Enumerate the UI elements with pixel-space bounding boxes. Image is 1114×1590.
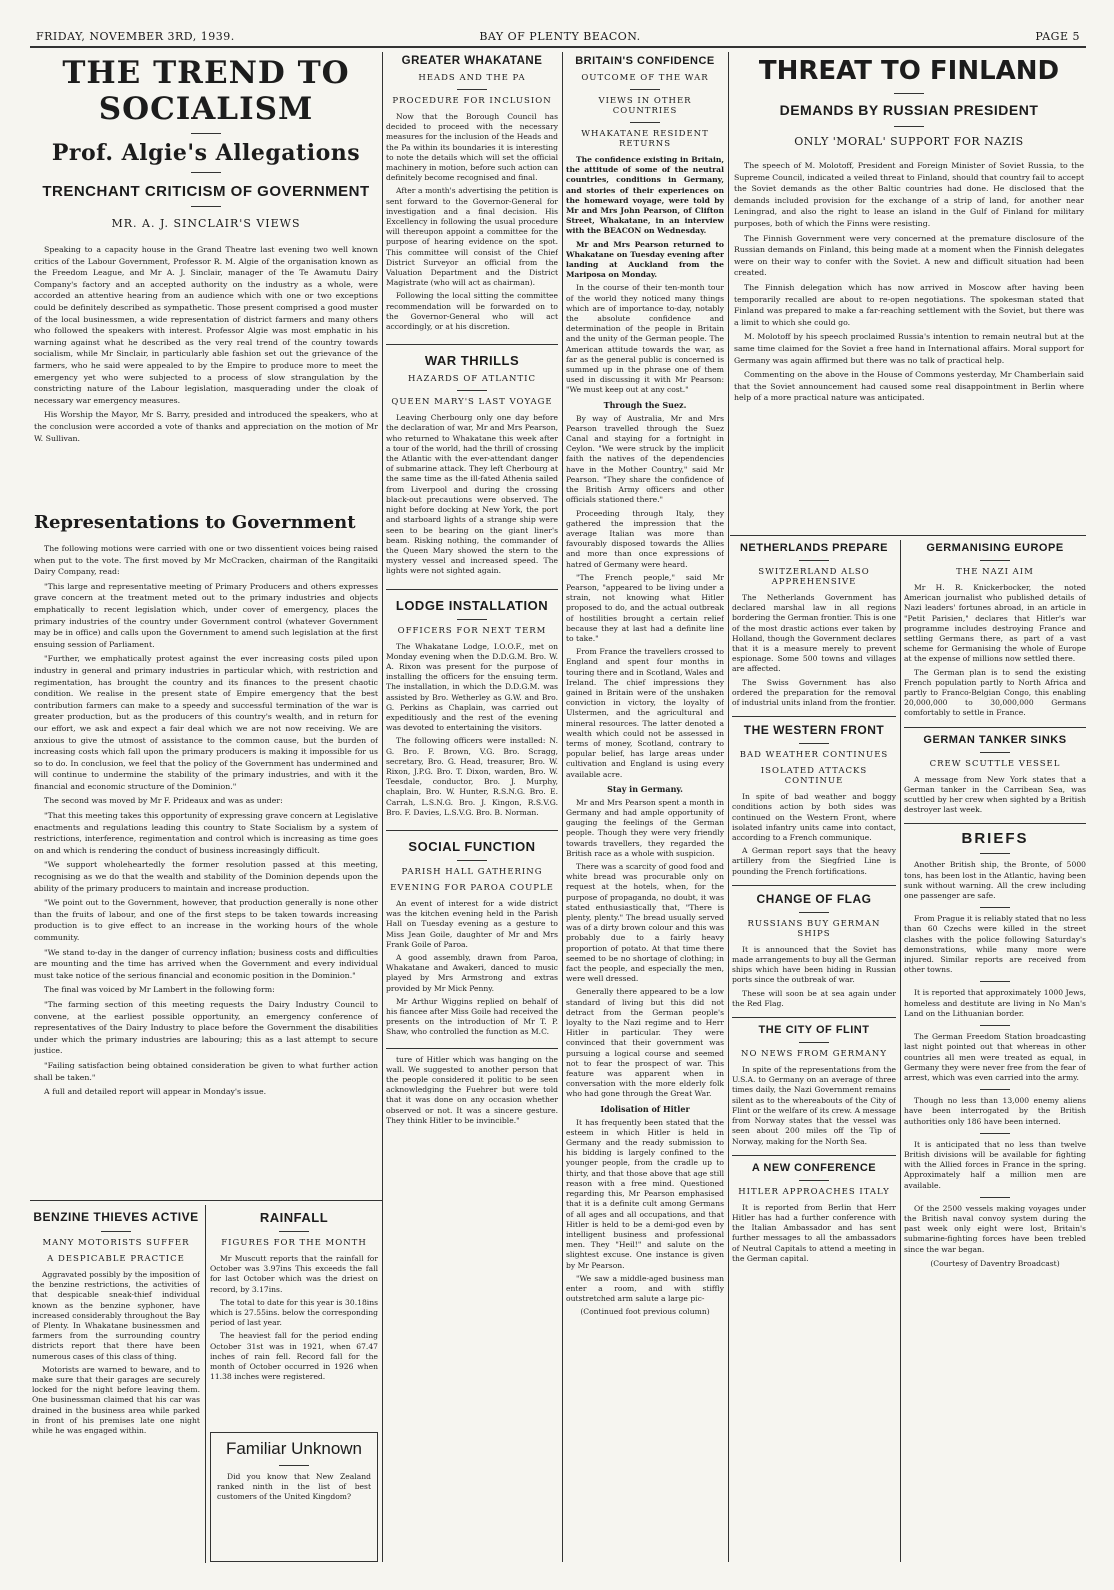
divider: [980, 752, 1010, 753]
paragraph: Motorists are warned to beware, and to make sure that their garages are securely locked for the night before leaving them. One businessman claimed that his car was drained in the business area while parked in front of his premises late one night while he was engaged within.: [32, 1364, 200, 1436]
col-rule-1: [382, 52, 383, 1562]
divider: [980, 853, 1010, 854]
byline: MR. A. J. SINCLAIR'S VIEWS: [111, 217, 301, 230]
divider: [630, 89, 660, 90]
paragraph: The Finnish delegation which has now arrived in Moscow after having been temporarily recalled are about to re-open negotiations. The spokesman stated that Finland was prepared to make a far-reaching settlement with the Soviet, but there was a limit to which she could go.: [734, 282, 1084, 327]
paragraph: Generally there appeared to be a low standard of living but this did not detract from the German people's loyalty to the Nazi regime and to Herr Hitler in particular. They were convinced that their government was pursuing a logical course and seemed not to fear the prospect of war. This feature was apparent when in conversation with the more elderly folk who had gone through the Great War.: [566, 987, 724, 1099]
subheadline-2: A DESPICABLE PRACTICE: [47, 1254, 185, 1264]
divider: [457, 860, 487, 861]
paragraph: "This large and representative meeting of Primary Producers and others expresses grave concern at the treatment meted out to the primary industries and objects emphatically to recent legislation which, under cover of emergency, places the primary industries of the country under Government control (whatever Government may be in office) and calls upon the Government to amend such legislation at the first ensuing session of Parliament.: [34, 581, 378, 649]
paragraph: A message from New York states that a German tanker in the Carribean Sea, was scuttled by her crew when sighted by a British destroyer last week.: [904, 774, 1086, 815]
bottom-left-rule: [30, 1200, 382, 1201]
subheadline: PARISH HALL GATHERING: [401, 866, 543, 877]
headline: Representations to Government: [34, 512, 356, 533]
paragraph: "The farming section of this meeting requests the Dairy Industry Council to convene, at the earliest possible opportunity, an emergency conference of representatives of the Dairy Industry to place before the Government the disabilities under which the primary industries are labouring; this as a last attempt to secure justice.: [34, 999, 378, 1056]
headline-war-thrills: WAR THRILLS: [424, 353, 520, 369]
subheadline: THE NAZI AIM: [956, 567, 1034, 577]
lead-paragraph: The confidence existing in Britain, the attitude of some of the neutral countries, conditions in Germany, and stories of their experiences on the homeward voyage, were told by Mr and Mrs John Pearson, of Clifton Street, Whakatane, in an interview with the BEACON on Wednesday.: [566, 155, 724, 236]
paragraph: In the course of their ten-month tour of the world they noticed many things which are of importance to-day, notably the absolute confidence and determination of the people in Britain and the unity of the German people. The American attitude towards the war, as far as the general public is concerned is summed up in the phrase one of them used in discussing it with Mr Pearson: "We must keep out at any cost.": [566, 283, 724, 395]
paragraph: "That this meeting takes this opportunity of expressing grave concern at Legislative enactments and regulations leading this country to State Socialism by a system of restrictions, interference, regimentation and control which is increasing as time goes on and which is rendering the conduct of business increasingly difficult.: [34, 811, 378, 855]
subheadline: HEADS AND THE PA: [418, 73, 526, 83]
divider: [191, 133, 221, 134]
divider: [457, 390, 487, 391]
paragraph: The second was moved by Mr F. Prideaux and was as under:: [44, 796, 283, 806]
divider: [799, 912, 829, 913]
brief-item: The German Freedom Station broadcasting last night pointed out that whereas in other countries all men were treated as equal, in Germany they were never free from the fear of arrest, which was even carried into the army.: [904, 1032, 1086, 1082]
paragraph: "The French people," said Mr Pearson, "appeared to be living under a strain, not knowing what Hitler proposed to do, and the actual outbreak of hostilities brought a certain relief because they at last had a definite line to take.": [566, 572, 724, 643]
article-rainfall: [210, 1210, 378, 1428]
subheadline-2: EVENING FOR PAROA COUPLE: [390, 882, 554, 893]
paragraph: Now that the Borough Council has decided to proceed with the necessary measures for the inclusion of the Heads and the Pa within its boundaries it is interesting to note the details which will set the official machinery in motion, before such action can definitely become recognised and final.: [386, 112, 558, 183]
paragraph: It has frequently been stated that the esteem in which Hitler is held in Germany and the ready submission to his bidding is largely confined to the younger people, from the cradle up to thirty, and that those above that age still reason with a free mind. Questioned regarding this, Mr Pearson emphasised that it is a definite cult among Germans of all ages and all occupations, and that Hitler is held to be a demi-god even by intelligent business and professional men. They "Heil!" and salute on the slightest excuse. One instance is given by Mr Pearson.: [566, 1117, 724, 1270]
divider: [457, 89, 487, 90]
subheadline: OUTCOME OF THE WAR: [581, 73, 709, 83]
divider: [101, 1231, 131, 1232]
paragraph: The final was voiced by Mr Lambert in the following form:: [44, 985, 275, 995]
paragraph: Leaving Cherbourg only one day before the declaration of war, Mr and Mrs Pearson, who returned to Whakatane this week after a tour of the world, had the thrill of crossing the Atlantic with the ever-attendant danger of submarine attack. They left Cherbourg at the same time as the ill-fated Athenia sailed from Liverpool and during the crossing black-out precautions were observed. The night before docking at New York, the port and starboard lights of a strange ship were seen to be bearing on the giant liner's beam. Risking nothing, the commander of the Queen Mary showed the stern to the mystery vessel and increased speed. The lights were not sighted again.: [386, 413, 558, 576]
paragraph: The Netherlands Government has declared marshal law in all regions bordering the German frontier. This is one of the most drastic actions ever taken by Holland, though the Government declares that it is a measure merely to prevent espionage. Some 500 towns and villages are affected.: [732, 593, 896, 674]
paragraph: By way of Australia, Mr and Mrs Pearson travelled through the Suez Canal and staying for a fortnight in Ceylon. "We were struck by the implicit faith the natives of the dependencies have in the Mother Country," said Mr Pearson. "They share the confidence of the British Army officers and other officials stationed there.": [566, 413, 724, 505]
brief-item: Of the 2500 vessels making voyages under the British naval convoy system during the past week only eight were lost, Britain's submarine-fighting forces have been trebled since the war began.: [904, 1203, 1086, 1254]
paragraph: "We support wholeheartedly the former resolution passed at this meeting, recognising as we do that the wealth and stability of the Dominion depends upon the ability of the primary producers to maintain and increase production.: [34, 860, 378, 893]
continued-paragraph: ture of Hitler which was hanging on the wall. We suggested to another person that the people considered it politic to be seen acknowledging the Fuehrer but were told that it was done on any occasion whether observed or not. It was a sincere gesture. They think Hitler to be invincible.": [386, 1054, 558, 1125]
paper-name: BAY OF PLENTY BEACON.: [479, 30, 641, 43]
subheadline-2: PROCEDURE FOR INCLUSION: [392, 96, 552, 106]
headline-tanker: GERMAN TANKER SINKS: [923, 733, 1067, 746]
divider: [980, 1025, 1010, 1026]
paragraph: These will soon be at sea again under the Red Flag.: [732, 988, 896, 1008]
headline: RAINFALL: [259, 1210, 329, 1225]
col-rule-3: [728, 52, 729, 1562]
headline: THE TREND TO SOCIALISM: [62, 55, 350, 127]
divider: [980, 1197, 1010, 1198]
subheadline: DEMANDS BY RUSSIAN PRESIDENT: [779, 102, 1039, 118]
column-4: [732, 542, 896, 1562]
headline: BENZINE THIEVES ACTIVE: [33, 1210, 199, 1224]
column-2: [386, 55, 558, 1562]
divider: [279, 1465, 309, 1466]
headline-lodge: LODGE INSTALLATION: [395, 597, 549, 613]
subheadline: HITLER APPROACHES ITALY: [738, 1186, 890, 1197]
paragraph: A full and detailed report will appear in Monday's issue.: [44, 1087, 267, 1097]
paragraph: Speaking to a capacity house in the Grand Theatre last evening two well known critics of the Labour Government, Professor R. M. Algie of the organisation known as the Freedom League, and Mr A. J. Sinclair, manager of the Te Awamutu Dairy Company's factory and an accepted authority on the industry as a whole, were accorded an attentive hearing from an audience which with one or two exceptions could be definitely described as sympathetic. Those present comprised a good muster of the local businessmen, a wide representation of district farmers and many others who followed the speakers with interest. Professor Algie was most emphatic in his warning against what he described as the very real trend of the country towards socialism, while Mr Sinclair, in particularly able fashion set out the grievance of the farmers, who he said were appealed to by the Empire to produce more to meet the emergency yet who were subjected to a process of slow strangulation by the constricting nature of the Labour legislation, masquerading under the cloak of necessary war emergency measures.: [34, 245, 378, 405]
divider: [799, 1180, 829, 1181]
subheadline: HAZARDS OF ATLANTIC: [408, 374, 536, 385]
subheadline: MANY MOTORISTS SUFFER: [42, 1238, 190, 1248]
subheadline-3: WHAKATANE RESIDENT RETURNS: [581, 129, 709, 149]
headline-western-front: THE WESTERN FRONT: [743, 723, 885, 738]
continued-note: (Continued foot previous column): [580, 1307, 710, 1317]
brief-item: It is anticipated that no less than twelve British divisions will be available for fighting with the Allied forces in France in the spring. Approximately half a million men are available.: [904, 1139, 1086, 1190]
subheadline: FIGURES FOR THE MONTH: [221, 1238, 367, 1248]
divider: [980, 1089, 1010, 1090]
headline-netherlands: NETHERLANDS PREPARE: [739, 542, 889, 554]
divider: [894, 93, 924, 94]
article-finland: [734, 55, 1084, 533]
subheadline: BAD WEATHER CONTINUES: [739, 750, 889, 761]
paragraph: Following the local sitting the committee recommendation will be forwarded on to the Governor-General who will act accordingly, or at his discretion.: [386, 291, 558, 332]
brief-item: Though no less than 13,000 enemy aliens have been interrogated by the British authorities only 186 have been interned.: [904, 1096, 1086, 1126]
paragraph: "Further, we emphatically protest against the ever increasing costs piled upon industry in general and primary industries in particular which, with restriction and regimentation, has brought the country and its finances to the present chaotic condition. We realise in the present state of Empire emergency that the best contribution farmers can make to a speedy and successful termination of the war is greater production, but as the producers of this country's wealth, and in return for our effort, we ask and expect a fair deal which we are not now receiving. We are anxious to give the utmost of assistance to the common cause, but the burden of increasing costs which fall upon the primary producers is making it impossible for us so to do. In conclusion, we feel that the policy of the Government has undermined and will continue to undermine the stability of the primary industries, and with it the financial and economic structure of the Dominion.": [34, 654, 378, 791]
headline-whakatane: GREATER WHAKATANE: [401, 55, 543, 67]
paragraph: The heaviest fall for the period ending October 31st was in 1921, when 67.47 inches of rain fell. Record fall for the month of October occurred in 1926 when 11.38 inches were registered.: [210, 1331, 378, 1382]
section-heading: Stay in Germany.: [607, 783, 683, 794]
paragraph: Mr Arthur Wiggins replied on behalf of his fiancee after Miss Goile had received the presents on the introduction of Mr T. P. Shaw, who controlled the function as M.C.: [386, 996, 558, 1037]
subheadline: OFFICERS FOR NEXT TERM: [397, 625, 547, 636]
paragraph: From France the travellers crossed to England and spent four months in touring there and in Scotland, Wales and Ireland. The chief impressions they gained in Britain were of the unshaken conviction in victory, the loyalty of Ulstermen, and the agricultural and mineral resources. The latter denoted a wealth which could not be assessed in terms of money, Scotland, contrary to popular belief, has large areas under cultivation and England is using every available acre.: [566, 647, 724, 779]
paragraph: The German plan is to send the existing French population partly to North Africa and partly to Franco-Belgian Congo, this enabling 20,000,000 to 30,000,000 Germans comfortably to settle in France.: [904, 667, 1086, 718]
subheadline-2: QUEEN MARY'S LAST VOYAGE: [391, 397, 553, 408]
article-socialism: [34, 55, 378, 510]
paragraph: Mr and Mrs Pearson spent a month in Germany and had ample opportunity of gauging the feelings of the German people. Though they were very friendly towards travellers, they regarded the British race as a whole with suspicion.: [566, 797, 724, 858]
divider: [799, 560, 829, 561]
paragraph: Did you know that New Zealand ranked ninth in the list of best customers of the United Kingdom?: [217, 1472, 371, 1502]
headline-social: SOCIAL FUNCTION: [408, 838, 536, 854]
paragraph: A good assembly, drawn from Paroa, Whakatane and Awakeri, danced to music played by Mrs Armstrong and extras provided by Mr Mick Penny.: [386, 952, 558, 993]
paragraph: The Swiss Government has also ordered the preparation for the removal of industrial units inland from the frontier.: [732, 677, 896, 708]
article-familiar-unknown: [210, 1432, 378, 1562]
divider: [799, 743, 829, 744]
divider: [630, 122, 660, 123]
divider: [894, 126, 924, 127]
brief-item: From Prague it is reliably stated that no less than 60 Czechs were killed in the street clashes with the police following Saturday's demonstrations, while many more were injured. Similar reports are received from other towns.: [904, 914, 1086, 975]
subheadline: SWITZERLAND ALSO APPREHENSIVE: [758, 567, 870, 587]
headline-britain: BRITAIN'S CONFIDENCE: [575, 55, 715, 67]
paragraph: "We point out to the Government, however, that production generally is none other than the fruits of labour, and one of the first steps to be taken towards increasing production is to give effect to an increase in the working hours of the whole community.: [34, 898, 378, 942]
headline-change-of-flag: CHANGE OF FLAG: [756, 891, 872, 906]
paragraph: The total to date for this year is 30.18ins which is 27.55ins. below the corresponding period of last year.: [210, 1297, 378, 1328]
subheadline-2: ONLY 'MORAL' SUPPORT FOR NAZIS: [794, 135, 1024, 148]
divider: [980, 1133, 1010, 1134]
paragraph: Mr Muscutt reports that the rainfall for October was 3.97ins This exceeds the fall for last October which was the driest on record, by 3.17ins.: [210, 1254, 378, 1294]
article-benzine: [32, 1210, 200, 1562]
divider: [457, 619, 487, 620]
divider: [980, 981, 1010, 982]
paragraph: In spite of the representations from the U.S.A. to Germany on an average of three times daily, the Nazi Government remains silent as to the whereabouts of the City of Flint or the welfare of its crew. A message from Norway states that the vessel was seen about 200 miles off the Tip of Norway, making for the North Sea.: [732, 1065, 896, 1146]
paragraph: Proceeding through Italy, they gathered the impression that the average Italian was more than favourably disposed towards the Allies and more than once expressions of hatred of Germany were heard.: [566, 508, 724, 569]
headline: THREAT TO FINLAND: [758, 56, 1060, 86]
lead-paragraph: Mr and Mrs Pearson returned to Whakatane on Tuesday evening after landing at Auckland from the Mariposa on Monday.: [566, 239, 724, 280]
paragraph: There was a scarcity of good food and white bread was procurable only on request at the hotels, when, for the purpose of propaganda, no doubt, it was stated enthusiastically that, "There is plenty, plenty." The bread usually served was of a dirty brown colour and this was probably due to a fairly heavy proportion of potato. At that time there seemed to be no shortage of clothing; in fact the people, and especially the men, were well dressed.: [566, 862, 724, 984]
divider: [799, 1042, 829, 1043]
paragraph: M. Molotoff by his speech proclaimed Russia's intention to remain neutral but at the same time claimed for the Soviet a free hand in International affairs. Moral support for Germany was again affirmed but there was no talk of practical help.: [734, 332, 1084, 365]
divider: [980, 560, 1010, 561]
paragraph: The following officers were installed: N. G. Bro. F. Brown, V.G. Bro. Scragg, secretary, Bro. G. Head, treasurer, Bro. W. Rixon, J.P.G. Bro. T. Dixon, warden, Bro. W. Teesdale, conductor, Bro. J. Murphy, chaplain, Bro. W. Hunter, R.S.N.G. Bro. E. Carrah, L.S.N.G. Bro. J. Kingon, R.S.V.G. Bro. F. Davies, L.S.V.G. Bro. B. Norman.: [386, 736, 558, 817]
paragraph: The Finnish Government were very concerned at the premature disclosure of the Russian demands on Finland, this being made at a moment when the Finnish delegates were on their way to confer with the Soviet. A new and difficult situation had been created.: [734, 233, 1084, 278]
paragraph: His Worship the Mayor, Mr S. Barry, presided and introduced the speakers, who at the conclusion were accorded a vote of thanks and appreciation on the motion of Mr W. Sullivan.: [34, 410, 378, 443]
col-rule-small: [205, 1205, 206, 1563]
divider: [980, 907, 1010, 908]
subheadline-2: TRENCHANT CRITICISM OF GOVERNMENT: [42, 183, 370, 200]
paragraph: The speech of M. Molotoff, President and Foreign Minister of Soviet Russia, to the Supreme Council, indicated a veiled threat to Finland, should that country fail to accept the Soviet demands as the other Baltic countries had done. He disclosed that the demands included provision for the exchange of a strip of land, for another near Leningrad, and also the right to lease an island in the Gulf of Finland for military purposes, both of which the Finns were resisting.: [734, 161, 1084, 228]
paragraph: The following motions were carried with one or two dissentient voices being raised when put to the vote. The first moved by Mr McCracken, chairman of the Rangitaiki Dairy Company, read:: [34, 544, 378, 577]
paragraph: It is announced that the Soviet has made arrangements to buy all the German ships which have been hiding in Russian ports since the outbreak of war.: [732, 944, 896, 985]
subheadline: RUSSIANS BUY GERMAN SHIPS: [747, 918, 881, 939]
issue-date: FRIDAY, NOVEMBER 3RD, 1939.: [36, 30, 235, 43]
paragraph: The Whakatane Lodge, I.O.O.F., met on Monday evening when the D.D.G.M. Bro. W. A. Rixon was present for the purpose of installing the officers for the ensuing term. The installation, in which the D.D.G.M. was assisted by Bro. Wetherley as G.W. and Bro. G. Perkins as Chaplain, was carried out expeditiously and the rest of the evening was devoted to entertaining the visitors.: [386, 641, 558, 733]
headline-new-conference: A NEW CONFERENCE: [751, 1161, 877, 1174]
paragraph: Aggravated possibly by the imposition of the benzine restrictions, the activities of that despicable sneak-thief individual known as the benzine syphoner, have increased considerably throughout the Bay of Plenty. In Whakatane businessmen and farmers from the surrounding country districts report that there have been numerous cases of this class of thing.: [32, 1270, 200, 1361]
paragraph: An event of interest for a wide district was the kitchen evening held in the Parish Hall on Tuesday evening as a gesture to Miss Jean Goile, daughter of Mr and Mrs Frank Goile of Paroa.: [386, 898, 558, 949]
masthead-rule: [30, 46, 1086, 48]
section-heading: Through the Suez.: [603, 399, 687, 410]
headline-briefs: BRIEFS: [961, 830, 1029, 848]
subheadline-2: VIEWS IN OTHER COUNTRIES: [598, 96, 692, 116]
paragraph: Mr H. R. Knickerbocker, the noted American journalist who published details of Nazi leaders' fortunes abroad, in an article in "Petit Parisien," declares that Hitler's war programme includes destroying France and settling Germans there, as part of a vast scheme for Germanising the whole of Europe at the expense of millions now settled there.: [904, 583, 1086, 664]
paragraph: "Failing satisfaction being obtained consideration be given to what further action shall be taken.": [34, 1060, 378, 1082]
finland-rule: [730, 535, 1086, 536]
subheadline: Prof. Algie's Allegations: [51, 140, 361, 166]
col-rule-4: [900, 540, 901, 1562]
section-heading: Idolisation of Hitler: [600, 1103, 690, 1114]
paragraph: "We stand to-day in the danger of currency inflation; business costs and difficulties are mounting and the time has arrived when the Government and every individual must take notice of the serious financial and economic position in the Dominion.": [34, 947, 378, 980]
column-5: [904, 542, 1086, 1562]
page-number: PAGE 5: [1035, 30, 1080, 43]
divider: [191, 206, 221, 207]
brief-item: Another British ship, the Bronte, of 5000 tons, has been lost in the Atlantic, having been sunk without warning. All the crew including one passenger are safe.: [904, 860, 1086, 901]
paragraph: In spite of bad weather and boggy conditions action by both sides was continued on the Western Front, where isolated infantry units came into contact, according to a French communique.: [732, 792, 896, 843]
divider: [279, 1231, 309, 1232]
column-3: [566, 55, 724, 1562]
subheadline: CREW SCUTTLE VESSEL: [929, 758, 1061, 769]
subheadline: NO NEWS FROM GERMANY: [741, 1049, 887, 1060]
col-rule-2: [562, 52, 563, 1562]
credit: (Courtesy of Daventry Broadcast): [930, 1258, 1060, 1268]
subheadline-2: ISOLATED ATTACKS CONTINUE: [760, 766, 868, 787]
paragraph: Commenting on the above in the House of Commons yesterday, Mr Chamberlain said that the Soviet announcement had caused some real disappointment in Berlin where help of a more practical nature was anticipated.: [734, 370, 1084, 403]
divider: [191, 172, 221, 173]
paragraph: After a month's advertising the petition is sent forward to the Governor-General for investigation and a final decision. His Excellency in following the usual procedure will thereupon appoint a committee for the purpose of hearing evidence on the spot. This committee will consist of the Chief District Surveyor an official from the Valuation Department and the District Magistrate (who will act as chairman).: [386, 186, 558, 288]
article-representations: [34, 512, 378, 1198]
headline: Familiar Unknown: [225, 1439, 363, 1458]
paragraph: "We saw a middle-aged business man enter a room, and with stiffly outstretched arm salute a large pic-: [566, 1273, 724, 1304]
headline-city-of-flint: THE CITY OF FLINT: [758, 1024, 870, 1037]
paragraph: A German report says that the heavy artillery from the Siegfried Line is pounding the French fortifications.: [732, 846, 896, 876]
paragraph: It is reported from Berlin that Herr Hitler has had a further conference with the Italian Ambassador and has sent further messages to all the ambassadors of Neutral Capitals to attend a meeting in the German capital.: [732, 1202, 896, 1263]
headline-germanising: GERMANISING EUROPE: [926, 542, 1064, 554]
brief-item: It is reported that approximately 1000 Jews, homeless and destitute are living in No Man's Land on the Lithuanian border.: [904, 988, 1086, 1018]
